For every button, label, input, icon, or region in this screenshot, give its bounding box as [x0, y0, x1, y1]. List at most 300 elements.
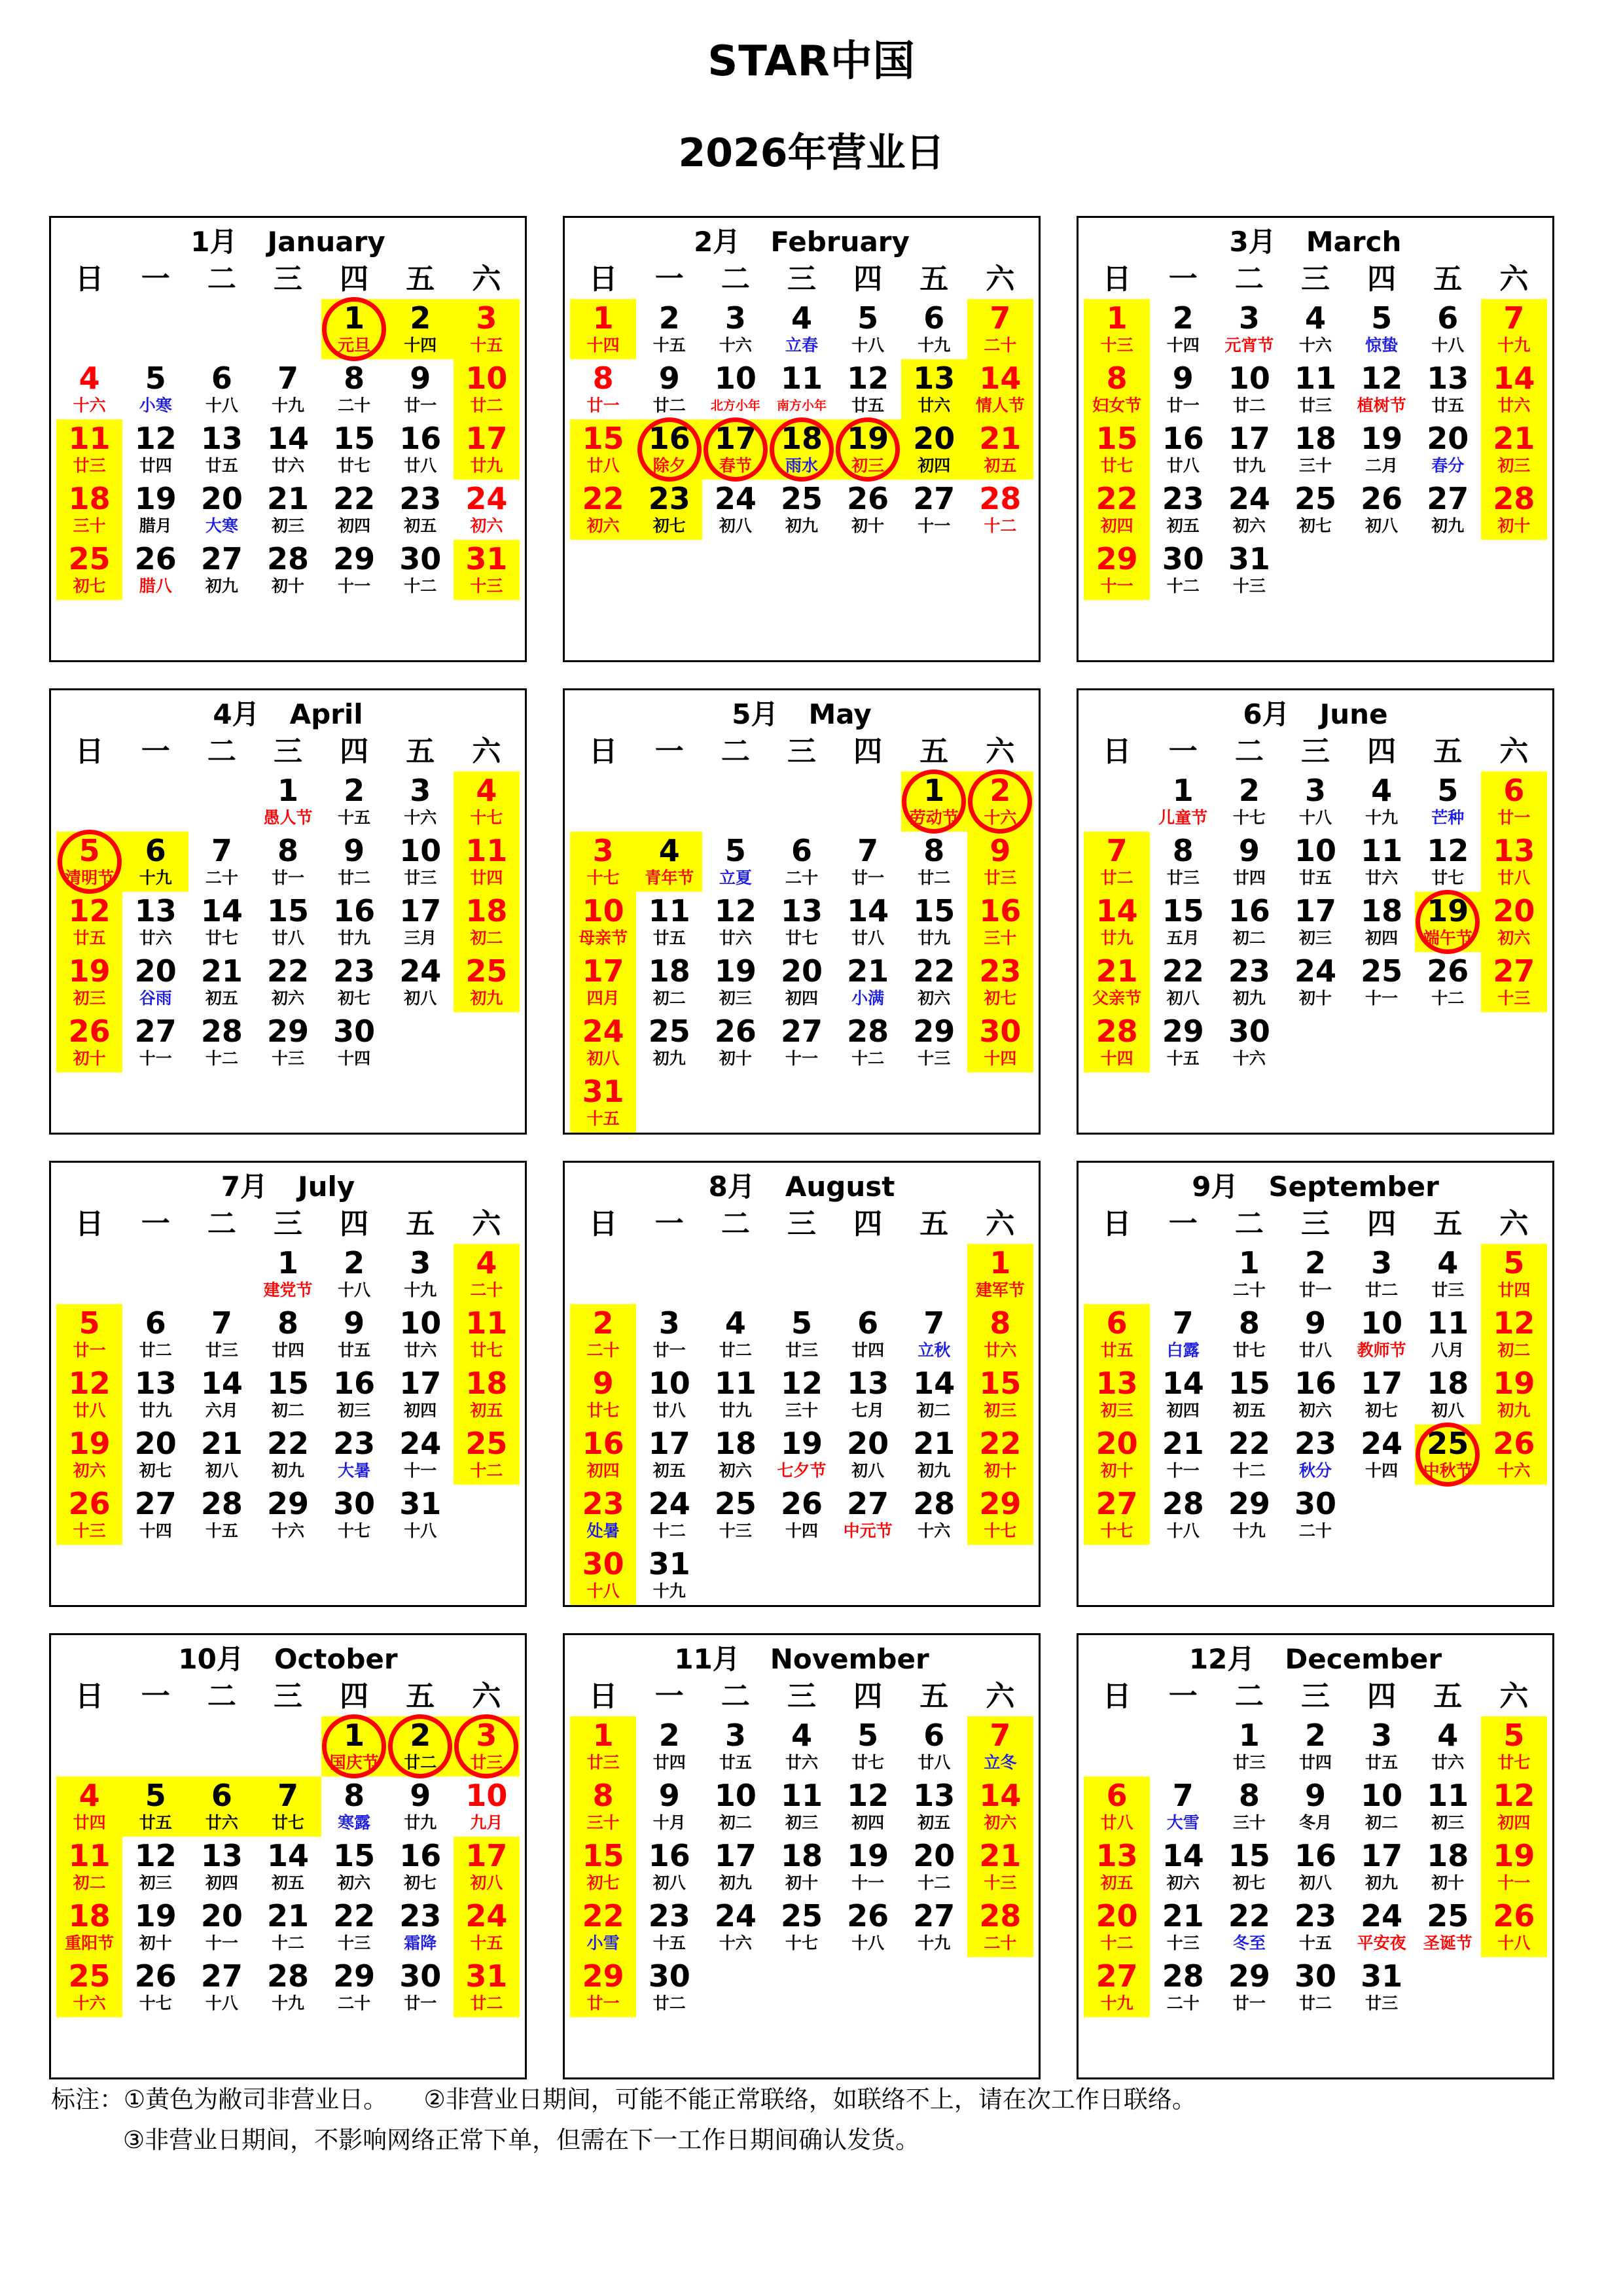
weekday-header: 五	[1433, 735, 1463, 768]
lunar-label: 廿一	[586, 1994, 620, 2013]
empty-cell	[636, 771, 702, 832]
lunar-label: 廿八	[652, 1401, 686, 1420]
lunar-label: 廿四	[271, 1341, 304, 1360]
day-number: 16	[648, 421, 690, 456]
lunar-label: 廿二	[652, 1994, 686, 2013]
lunar-label: 二十	[338, 396, 371, 415]
lunar-label: 十一	[1166, 1461, 1200, 1480]
lunar-label: 十一	[918, 516, 951, 535]
day-cell	[188, 1364, 255, 1424]
lunar-label: 三十	[1232, 1813, 1266, 1832]
weekday-header: 六	[1499, 262, 1529, 296]
lunar-label: 十三	[984, 1873, 1017, 1892]
lunar-label: 二十	[785, 868, 818, 887]
day-number: 8	[1238, 1305, 1260, 1341]
day-cell	[188, 832, 255, 892]
lunar-label: 初八	[1365, 516, 1399, 535]
day-number: 2	[1238, 773, 1260, 808]
day-number: 31	[465, 541, 508, 576]
day-number: 8	[1172, 833, 1194, 868]
day-number: 16	[333, 893, 376, 928]
lunar-label: 十一	[1365, 989, 1399, 1008]
lunar-label: 十一	[1497, 1873, 1531, 1892]
day-cell	[768, 1424, 834, 1485]
lunar-label: 初十	[139, 1934, 172, 1952]
lunar-label: 廿八	[1497, 868, 1531, 887]
day-number: 25	[465, 953, 508, 989]
week-row	[570, 1304, 1033, 1364]
day-cell	[255, 1776, 321, 1837]
lunar-label: 廿六	[984, 1341, 1017, 1360]
weekday-header-row	[1084, 261, 1547, 299]
day-number: 9	[344, 833, 365, 868]
day-cell	[321, 1012, 387, 1072]
empty-cell	[1349, 1012, 1415, 1072]
lunar-label: 廿一	[1232, 1994, 1266, 2013]
day-cell	[1216, 832, 1282, 892]
lunar-label: 廿一	[271, 868, 304, 887]
day-number: 29	[913, 1014, 955, 1049]
day-cell	[1415, 359, 1481, 419]
day-number: 26	[714, 1014, 757, 1049]
lunar-label: 初七	[338, 989, 371, 1008]
weekday-header: 二	[1234, 1207, 1264, 1241]
day-number: 26	[68, 1014, 111, 1049]
lunar-label: 三十	[586, 1813, 620, 1832]
lunar-label: 初二	[271, 1401, 304, 1420]
day-number: 3	[724, 300, 746, 336]
day-cell	[636, 1897, 702, 1957]
weekday-header: 一	[141, 262, 170, 296]
day-cell	[387, 832, 454, 892]
lunar-label: 初五	[1232, 1401, 1266, 1420]
day-number: 10	[714, 1778, 757, 1813]
day-number: 29	[582, 1958, 624, 1994]
day-cell	[835, 299, 901, 359]
day-cell	[967, 1716, 1033, 1776]
day-cell	[321, 1304, 387, 1364]
day-number: 29	[266, 1014, 309, 1049]
day-cell	[1349, 419, 1415, 480]
day-number: 4	[79, 361, 100, 396]
day-number: 23	[1294, 1426, 1336, 1461]
day-number: 8	[277, 833, 298, 868]
lunar-label: 初四	[1497, 1813, 1531, 1832]
day-number: 1	[592, 300, 614, 336]
day-cell	[1084, 480, 1150, 540]
weekday-header: 一	[1168, 1680, 1198, 1713]
day-number: 29	[266, 1486, 309, 1521]
day-number: 16	[1294, 1838, 1336, 1873]
day-number: 28	[913, 1486, 955, 1521]
day-cell	[122, 480, 188, 540]
lunar-label: 廿七	[785, 928, 818, 947]
lunar-label: 廿一	[1298, 1280, 1332, 1299]
lunar-label: 十五	[586, 1109, 620, 1128]
day-cell	[454, 419, 520, 480]
day-cell	[1481, 1424, 1547, 1485]
weekday-header: 二	[1234, 262, 1264, 296]
day-cell	[321, 1716, 387, 1776]
lunar-label: 廿五	[1298, 868, 1332, 887]
lunar-label: 廿六	[1365, 868, 1399, 887]
day-cell	[702, 1897, 768, 1957]
day-cell	[1084, 1364, 1150, 1424]
lunar-label: 初五	[470, 1401, 503, 1420]
day-cell	[702, 1485, 768, 1545]
week-row	[570, 480, 1033, 540]
day-number: 6	[1106, 1778, 1128, 1813]
lunar-label: 二月	[1365, 456, 1399, 475]
lunar-label: 寒露	[338, 1813, 371, 1832]
day-cell	[122, 892, 188, 952]
day-cell	[387, 1957, 454, 2017]
day-number: 18	[1294, 421, 1336, 456]
day-number: 31	[582, 1074, 624, 1109]
day-cell	[570, 359, 636, 419]
day-number: 18	[68, 481, 111, 516]
day-cell	[768, 359, 834, 419]
day-cell	[387, 419, 454, 480]
day-cell	[901, 419, 967, 480]
day-number: 29	[333, 541, 376, 576]
day-number: 4	[658, 833, 680, 868]
weekday-header-row	[56, 1678, 520, 1716]
weekday-header: 二	[1234, 735, 1264, 768]
day-number: 11	[648, 893, 690, 928]
day-cell	[454, 540, 520, 600]
day-cell	[387, 480, 454, 540]
lunar-label: 十五	[205, 1521, 238, 1540]
day-cell	[967, 832, 1033, 892]
lunar-label: 十六	[1232, 1049, 1266, 1068]
lunar-label: 廿三	[586, 1753, 620, 1772]
month-title	[1084, 696, 1547, 733]
lunar-label: 廿二	[918, 868, 951, 887]
lunar-label: 十二	[271, 1934, 304, 1952]
day-number: 18	[714, 1426, 757, 1461]
lunar-label: 廿三	[1298, 396, 1332, 415]
footnote-1: 标注：①黄色为敝司非营业日。 ②非营业日期间，可能不能正常联络，如联络不上，请在次工作日联络。	[51, 2085, 1196, 2113]
day-number: 29	[1096, 541, 1138, 576]
day-number: 11	[465, 1305, 508, 1341]
day-number: 7	[211, 1305, 232, 1341]
empty-cell	[122, 1244, 188, 1304]
weekday-header: 日	[588, 735, 618, 768]
lunar-label: 初十	[1497, 516, 1531, 535]
lunar-label: 十七	[1232, 808, 1266, 827]
day-number: 12	[68, 1366, 111, 1401]
day-cell	[1282, 1897, 1348, 1957]
empty-cell	[702, 1545, 768, 1605]
lunar-label: 中秋节	[1423, 1461, 1472, 1480]
day-cell	[1481, 1776, 1547, 1837]
lunar-label: 廿三	[984, 868, 1017, 887]
lunar-label: 初九	[470, 989, 503, 1008]
day-cell	[255, 1304, 321, 1364]
lunar-label: 初七	[586, 1873, 620, 1892]
day-cell	[570, 952, 636, 1012]
lunar-label: 十六	[719, 1934, 752, 1952]
day-cell	[188, 419, 255, 480]
day-number: 4	[791, 300, 812, 336]
week-row	[570, 1897, 1033, 1957]
day-number: 11	[68, 421, 111, 456]
day-cell	[321, 771, 387, 832]
weekday-header: 三	[1300, 262, 1330, 296]
day-cell	[1084, 1424, 1150, 1485]
day-number: 11	[1361, 833, 1403, 868]
lunar-label: 廿七	[205, 928, 238, 947]
lunar-label: 廿九	[470, 456, 503, 475]
lunar-label: 十三	[719, 1521, 752, 1540]
day-number: 5	[724, 833, 746, 868]
empty-cell	[188, 299, 255, 359]
week-row	[1084, 1304, 1547, 1364]
lunar-label: 廿一	[851, 868, 885, 887]
day-number: 24	[465, 1898, 508, 1934]
day-cell	[1282, 1716, 1348, 1776]
month-title	[56, 223, 520, 261]
day-cell	[188, 1485, 255, 1545]
page-title: STAR中国	[707, 37, 916, 86]
empty-cell	[1415, 540, 1481, 600]
lunar-label: 廿八	[1166, 456, 1200, 475]
day-number: 26	[1361, 481, 1403, 516]
lunar-label: 初五	[271, 1873, 304, 1892]
lunar-label: 初六	[984, 1813, 1017, 1832]
week-row	[56, 1837, 520, 1897]
day-cell	[570, 1776, 636, 1837]
lunar-label: 初八	[1166, 989, 1200, 1008]
day-number: 21	[1493, 421, 1535, 456]
day-cell	[1150, 1012, 1216, 1072]
day-number: 23	[582, 1486, 624, 1521]
lunar-label: 廿七	[1497, 1753, 1531, 1772]
day-cell	[56, 832, 122, 892]
day-cell	[122, 419, 188, 480]
day-cell	[768, 1485, 834, 1545]
day-number: 21	[266, 481, 309, 516]
day-cell	[387, 892, 454, 952]
weekday-header: 五	[406, 1680, 435, 1713]
lunar-label: 圣诞节	[1423, 1934, 1472, 1952]
lunar-label: 廿一	[404, 396, 437, 415]
week-row	[56, 1244, 520, 1304]
day-cell	[255, 1424, 321, 1485]
day-number: 11	[1294, 361, 1336, 396]
day-cell	[1415, 1244, 1481, 1304]
day-number: 15	[266, 893, 309, 928]
lunar-label: 十六	[719, 336, 752, 355]
lunar-label: 廿六	[271, 456, 304, 475]
day-cell	[1150, 1957, 1216, 2017]
day-number: 1	[923, 773, 945, 808]
lunar-label: 廿四	[1497, 1280, 1531, 1299]
day-cell	[454, 892, 520, 952]
day-number: 25	[780, 1898, 823, 1934]
day-number: 27	[847, 1486, 889, 1521]
lunar-label: 青年节	[645, 868, 694, 887]
lunar-label: 冬月	[1298, 1813, 1332, 1832]
lunar-label: 廿六	[785, 1753, 818, 1772]
day-cell	[570, 1304, 636, 1364]
day-cell	[1481, 1364, 1547, 1424]
day-cell	[901, 1364, 967, 1424]
day-number: 22	[582, 1898, 624, 1934]
lunar-label: 十五	[470, 1934, 503, 1952]
day-number: 30	[979, 1014, 1022, 1049]
day-cell	[454, 1897, 520, 1957]
day-cell	[901, 952, 967, 1012]
day-cell	[1216, 1364, 1282, 1424]
day-number: 6	[857, 1305, 879, 1341]
day-number: 30	[1162, 541, 1204, 576]
day-number: 23	[399, 1898, 442, 1934]
lunar-label: 十九	[271, 1994, 304, 2013]
day-number: 7	[990, 300, 1011, 336]
empty-cell	[1481, 1485, 1547, 1545]
weekday-header: 三	[787, 735, 816, 768]
day-cell	[1282, 299, 1348, 359]
day-cell	[1282, 832, 1348, 892]
lunar-label: 初十	[719, 1049, 752, 1068]
day-number: 1	[592, 1718, 614, 1753]
day-number: 24	[714, 1898, 757, 1934]
day-cell	[570, 1897, 636, 1957]
day-cell	[1415, 771, 1481, 832]
lunar-label: 情人节	[975, 396, 1025, 415]
day-cell	[1216, 1897, 1282, 1957]
day-cell	[1084, 892, 1150, 952]
day-number: 15	[582, 1838, 624, 1873]
day-number: 20	[1096, 1426, 1138, 1461]
lunar-label: 初六	[1232, 516, 1266, 535]
lunar-label: 初三	[139, 1873, 172, 1892]
day-cell	[1481, 952, 1547, 1012]
day-number: 31	[465, 1958, 508, 1994]
month-title-en: December	[1285, 1643, 1442, 1675]
day-number: 8	[344, 1778, 365, 1813]
day-number: 11	[1427, 1305, 1469, 1341]
day-number: 19	[780, 1426, 823, 1461]
day-number: 20	[847, 1426, 889, 1461]
lunar-label: 廿三	[1365, 1994, 1399, 2013]
empty-cell	[1415, 1485, 1481, 1545]
day-cell	[1349, 1364, 1415, 1424]
lunar-label: 廿六	[1431, 1753, 1465, 1772]
lunar-label: 初十	[1100, 1461, 1133, 1480]
day-number: 22	[1228, 1898, 1270, 1934]
lunar-label: 廿三	[470, 1753, 503, 1772]
lunar-label: 廿八	[73, 1401, 106, 1420]
lunar-label: 十一	[851, 1873, 885, 1892]
day-number: 5	[79, 833, 100, 868]
lunar-label: 廿三	[1232, 1753, 1266, 1772]
day-cell	[122, 1897, 188, 1957]
weekday-header: 日	[75, 735, 104, 768]
day-number: 30	[648, 1958, 690, 1994]
day-number: 10	[714, 361, 757, 396]
day-number: 27	[134, 1486, 177, 1521]
month-title-en: April	[289, 698, 363, 730]
day-cell	[702, 1424, 768, 1485]
lunar-label: 二十	[1166, 1994, 1200, 2013]
day-cell	[387, 359, 454, 419]
empty-cell	[1084, 771, 1150, 832]
month-title-cn: 11月	[674, 1643, 740, 1675]
day-number: 14	[1096, 893, 1138, 928]
lunar-label: 十三	[338, 1934, 371, 1952]
day-number: 28	[1493, 481, 1535, 516]
lunar-label: 廿四	[139, 456, 172, 475]
lunar-label: 十三	[1232, 576, 1266, 595]
day-number: 4	[1304, 300, 1326, 336]
day-number: 27	[780, 1014, 823, 1049]
day-cell	[1349, 359, 1415, 419]
weekday-header-row	[570, 733, 1033, 771]
day-cell	[387, 1485, 454, 1545]
lunar-label: 霜降	[404, 1934, 437, 1952]
lunar-label: 十六	[918, 1521, 951, 1540]
day-cell	[321, 892, 387, 952]
week-row	[56, 1304, 520, 1364]
day-cell	[1349, 771, 1415, 832]
weekday-header: 一	[654, 262, 684, 296]
lunar-label: 廿三	[73, 456, 106, 475]
weekday-header: 三	[273, 1207, 302, 1241]
lunar-label: 十六	[984, 808, 1017, 827]
month-title	[570, 1168, 1033, 1206]
month-title-en: November	[770, 1643, 929, 1675]
day-cell	[1415, 1776, 1481, 1837]
lunar-label: 廿二	[652, 396, 686, 415]
empty-cell	[835, 1072, 901, 1133]
week-row	[570, 1485, 1033, 1545]
lunar-label: 初七	[1232, 1873, 1266, 1892]
lunar-label: 初二	[1365, 1813, 1399, 1832]
day-number: 19	[134, 1898, 177, 1934]
empty-cell	[768, 1545, 834, 1605]
week-row	[570, 359, 1033, 419]
lunar-label: 十六	[271, 1521, 304, 1540]
day-cell	[1481, 832, 1547, 892]
weekday-header-row	[56, 733, 520, 771]
day-cell	[1481, 1304, 1547, 1364]
week-row	[1084, 1776, 1547, 1837]
day-number: 28	[1162, 1486, 1204, 1521]
weekday-header: 四	[853, 1207, 883, 1241]
weekday-header-row	[56, 261, 520, 299]
week-row	[56, 1897, 520, 1957]
empty-cell	[122, 1716, 188, 1776]
day-number: 28	[200, 1486, 243, 1521]
week-row	[570, 1957, 1033, 2017]
weekday-header: 六	[1499, 1207, 1529, 1241]
lunar-label: 初四	[586, 1461, 620, 1480]
lunar-label: 初十	[851, 516, 885, 535]
day-cell	[967, 299, 1033, 359]
empty-cell	[835, 1545, 901, 1605]
lunar-label: 廿八	[1298, 1341, 1332, 1360]
day-number: 30	[1294, 1958, 1336, 1994]
weekday-header: 四	[340, 1680, 369, 1713]
day-cell	[1150, 832, 1216, 892]
day-cell	[122, 1485, 188, 1545]
day-cell	[967, 892, 1033, 952]
day-number: 20	[200, 1898, 243, 1934]
day-cell	[56, 892, 122, 952]
